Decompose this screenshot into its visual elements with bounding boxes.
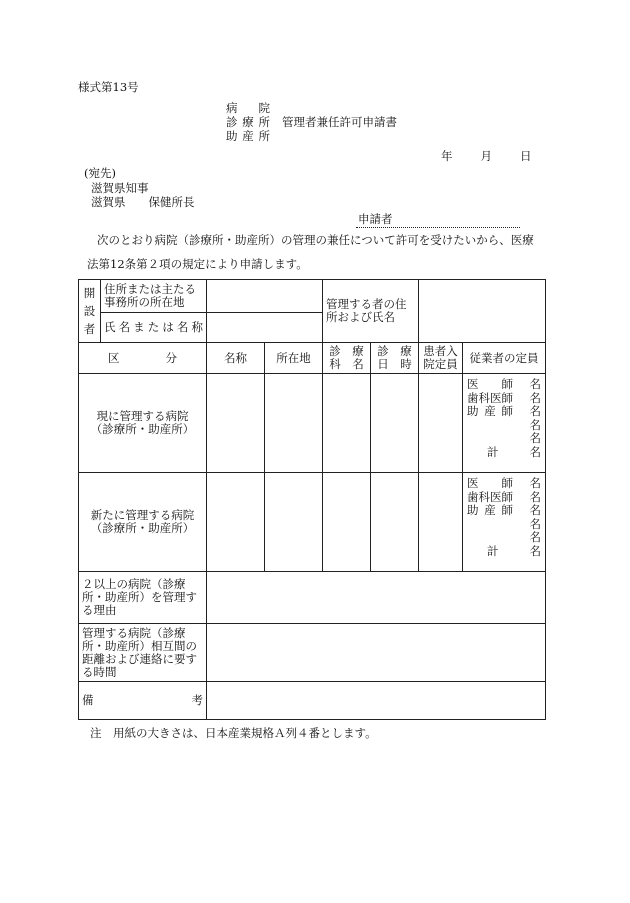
current-facility-label: 現に管理する病院 （診療所・助産所） xyxy=(79,374,207,473)
new-staff-list[interactable]: 医師 名 歯科医師 名 助産師 名 名 名 計 名 xyxy=(463,473,546,572)
founder-address-input[interactable] xyxy=(207,280,323,313)
inpatient-capacity-header: 患者入院定員 xyxy=(419,343,463,374)
application-table xyxy=(78,279,546,720)
document-title: 管理者兼任許可申請書 xyxy=(282,115,397,129)
remarks-input[interactable] xyxy=(207,682,546,720)
founder-address-label: 住所または主たる事務所の所在地 xyxy=(101,280,207,313)
founder-name-input[interactable] xyxy=(207,313,323,343)
new-hours-input[interactable] xyxy=(371,473,419,572)
name-header: 名称 xyxy=(207,343,265,374)
request-paragraph-line1: 次のとおり病院（診療所・助産所）の管理の兼任について許可を受けたいから、医療 xyxy=(97,233,534,247)
form-number: 様式第13号 xyxy=(78,80,139,94)
applicant-signature-line[interactable] xyxy=(356,227,520,228)
date-year: 年 xyxy=(441,149,453,163)
addressee-governor: 滋賀県知事 xyxy=(91,181,149,195)
title-option-clinic: 診 療 所 xyxy=(226,115,270,129)
reason-label: ２以上の病院（診療所・助産所）を管理する理由 xyxy=(79,572,207,624)
current-name-input[interactable] xyxy=(207,374,265,473)
founder-label: 開 設 者 xyxy=(79,280,101,343)
current-staff-list[interactable]: 医師 名 歯科医師 名 助産師 名 名 名 計 名 xyxy=(463,374,546,473)
manager-label: 管理する者の住所および氏名 xyxy=(323,280,419,343)
date-month: 月 xyxy=(480,149,492,163)
current-inpatient-input[interactable] xyxy=(419,374,463,473)
current-departments-input[interactable] xyxy=(323,374,371,473)
new-location-input[interactable] xyxy=(265,473,323,572)
title-option-midwifery: 助 産 所 xyxy=(226,129,270,143)
hours-header: 診 療日 時 xyxy=(371,343,419,374)
manager-input[interactable] xyxy=(419,280,546,343)
addressee-health-center: 滋賀県 保健所長 xyxy=(91,195,195,209)
founder-name-label: 氏名または名称 xyxy=(101,313,207,343)
title-option-hospital: 病 院 xyxy=(226,101,270,115)
new-name-input[interactable] xyxy=(207,473,265,572)
departments-header: 診 療科 名 xyxy=(323,343,371,374)
remarks-label: 備 考 xyxy=(79,682,207,720)
request-paragraph-line2: 法第12条第２項の規定により申請します。 xyxy=(87,257,308,271)
date-day: 日 xyxy=(520,149,532,163)
current-hours-input[interactable] xyxy=(371,374,419,473)
section-header: 区 分 xyxy=(79,343,207,374)
distance-label: 管理する病院（診療所・助産所）相互間の距離および連絡に要する時間 xyxy=(79,624,207,682)
applicant-label: 申請者 xyxy=(358,212,393,226)
reason-input[interactable] xyxy=(207,572,546,624)
paper-size-note: 注 用紙の大きさは、日本産業規格Ａ列４番とします。 xyxy=(90,726,377,740)
addressee-label: (宛先) xyxy=(84,166,116,180)
new-inpatient-input[interactable] xyxy=(419,473,463,572)
staff-quota-header: 従業者の定員 xyxy=(463,343,546,374)
distance-input[interactable] xyxy=(207,624,546,682)
current-location-input[interactable] xyxy=(265,374,323,473)
location-header: 所在地 xyxy=(265,343,323,374)
new-departments-input[interactable] xyxy=(323,473,371,572)
date-field xyxy=(441,150,532,163)
new-facility-label: 新たに管理する病院 （診療所・助産所） xyxy=(79,473,207,572)
